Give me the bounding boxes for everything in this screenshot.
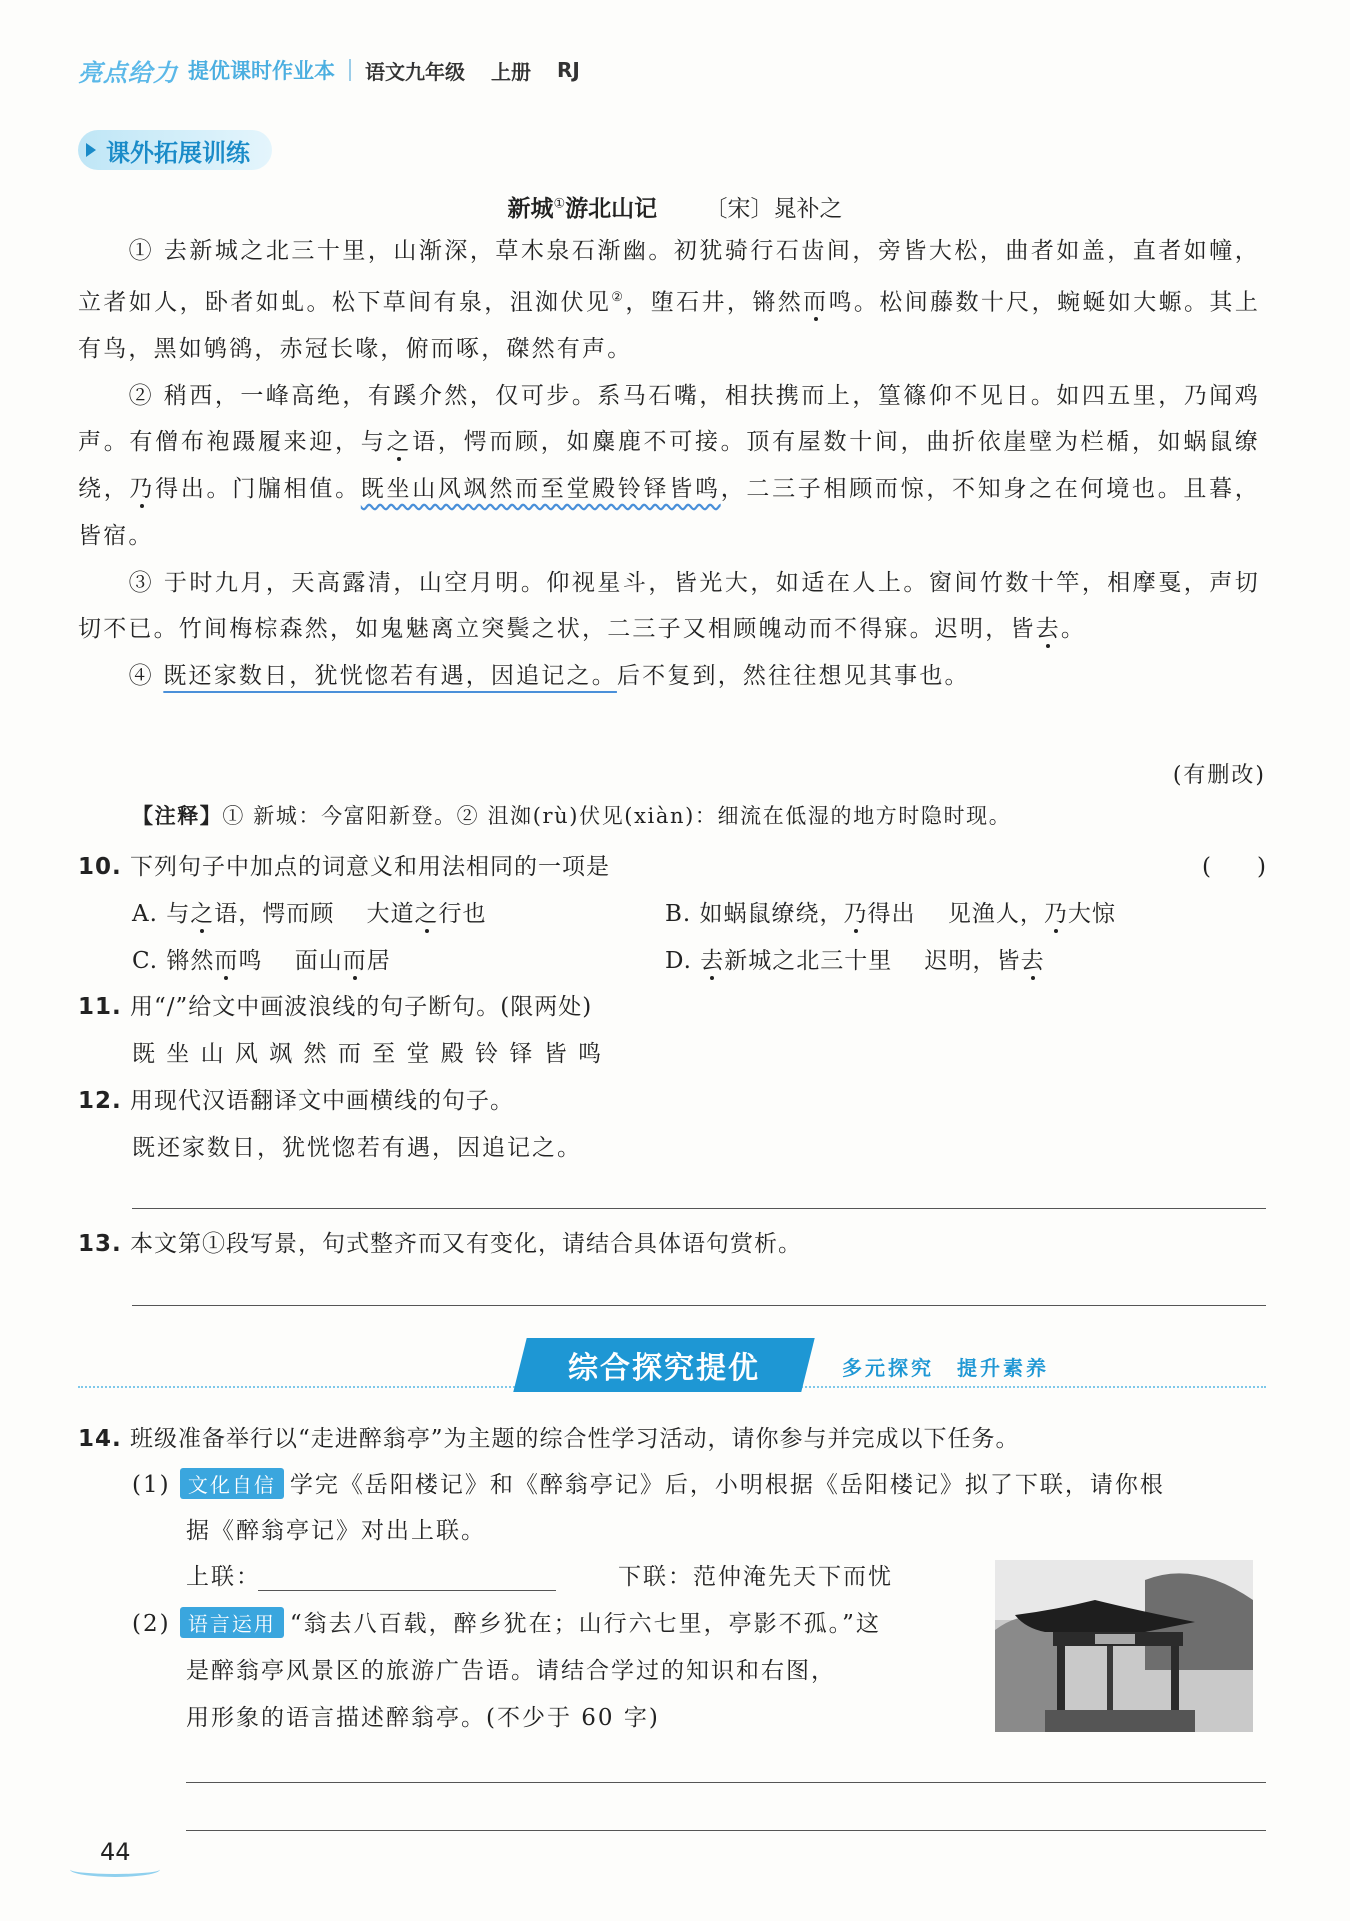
answer-bracket[interactable]: ( ) (1202, 854, 1266, 880)
q12-sentence: 既还家数日，犹恍惚若有遇，因追记之。 (132, 1135, 582, 1161)
q14-part-2-cont: 是醉翁亭风景区的旅游广告语。请结合学过的知识和右图， (186, 1658, 836, 1684)
dotted-char: 而 (803, 289, 829, 316)
banner-subtitle: 多元探究 提升素养 (842, 1356, 1049, 1380)
annotation-text: ① 新城：今富阳新登。② 沮洳(rù)伏见(xiàn)：细流在低湿的地方时隐时现。 (222, 804, 1012, 828)
section-tag (78, 130, 272, 170)
banner-title: 综合探究提优 (568, 1351, 760, 1386)
dotted-char: 乃 (129, 476, 156, 503)
header-divider (349, 59, 351, 81)
answer-line[interactable] (186, 1782, 1266, 1783)
q14-part-1-cont: 据《醉翁亭记》对出上联。 (186, 1518, 486, 1544)
q14-part-2: (2) 语言运用 “翁去八百载，醉乡犹在；山行六七里，亭影不孤。”这 (132, 1605, 881, 1638)
option-b[interactable]: B. 如蜗鼠缭绕，乃得出 见渔人，乃大惊 (665, 901, 1116, 927)
section-tag-label: 课外拓展训练 (106, 138, 250, 167)
underlined-sentence: 既还家数日，犹恍惚若有遇，因追记之。 (163, 662, 617, 689)
volume-label: 上册 (491, 59, 531, 84)
passage-body (78, 228, 1260, 700)
upper-couplet-label: 上联： (186, 1564, 261, 1590)
paragraph-4: ④ 既还家数日，犹恍惚若有遇，因追记之。后不复到，然往往想见其事也。 (128, 662, 970, 689)
question-10: 10. 下列句子中加点的词意义和用法相同的一项是 (78, 854, 610, 880)
pavilion-photo (995, 1560, 1253, 1732)
edition-label: RJ (557, 58, 580, 82)
subject-label: 语文九年级 (365, 59, 465, 84)
source-note: (有删改) (1172, 763, 1266, 788)
title-text-rest: 游北山记 (565, 196, 658, 222)
answer-line[interactable] (186, 1830, 1266, 1831)
tag-cultural-confidence: 文化自信 (180, 1468, 284, 1499)
q14-part-2-cont2: 用形象的语言描述醉翁亭。(不少于 60 字) (186, 1705, 660, 1731)
dotted-char: 之 (386, 429, 413, 456)
wavy-underlined-sentence: 既坐山风飒然而至堂殿铃铎皆鸣 (360, 476, 721, 503)
passage-title (0, 190, 1350, 223)
page-number: 44 (100, 1838, 131, 1866)
paragraph-3: ③ 于时九月，天高露清，山空月明。仰视星斗，皆光大，如适在人上。窗间竹数十竿，相摩戛，声切切不已。竹间梅棕森然，如鬼魅离立突鬓之状，二三子又相顾魄动而不得寐。迟明，皆去。 (78, 569, 1260, 643)
answer-line[interactable] (132, 1305, 1266, 1306)
option-c[interactable]: C. 锵然而鸣 面山而居 (132, 948, 391, 974)
question-11: 11. 用“/”给文中画波浪线的句子断句。(限两处) (78, 994, 593, 1020)
annotation (132, 800, 1011, 830)
brand-logo: 亮点给力 (78, 58, 178, 87)
passage-author: 〔宋〕晁补之 (704, 196, 843, 222)
title-footnote-mark: ① (553, 196, 566, 212)
page-number-swoosh (70, 1862, 160, 1877)
q11-sentence: 既 坐 山 风 飒 然 而 至 堂 殿 铃 铎 皆 鸣 (132, 1041, 604, 1067)
question-13: 13. 本文第①段写景，句式整齐而又有变化，请结合具体语句赏析。 (78, 1231, 802, 1257)
option-d[interactable]: D. 去新城之北三十里 迟明，皆去 (665, 948, 1045, 974)
tag-language-use: 语言运用 (180, 1607, 284, 1638)
paragraph-1: ① 去新城之北三十里，山渐深，草木泉石渐幽。初犹骑行石齿间，旁皆大松，曲者如盖，直者如幢，立者如人，卧者如虬。松下草间有泉，沮洳伏见②，堕石井，锵然而鸣。松间藤数十尺，蜿蜒如大螈。其上有鸟，黑如鸲鹆，赤冠长喙，俯而啄，磔然有声。 (78, 238, 1261, 363)
dotted-char: 去 (1035, 616, 1061, 643)
series-name: 提优课时作业本 (188, 59, 335, 83)
arrow-icon (86, 143, 96, 157)
lower-couplet: 下联：范仲淹先天下而忧 (618, 1564, 893, 1590)
option-a[interactable]: A. 与之语，愕而顾 大道之行也 (132, 901, 487, 927)
section-banner (513, 1338, 814, 1392)
upper-couplet-input[interactable] (258, 1590, 556, 1591)
answer-line[interactable] (132, 1208, 1266, 1209)
paragraph-2: ② 稍西，一峰高绝，有蹊介然，仅可步。系马石嘴，相扶携而上，篁篠仰不见日。如四五里，乃闻鸡声。有僧布袍蹑履来迎，与之语，愕而顾，如麋鹿不可接。顶有屋数十间，曲折依崖壁为栏楯，如蜗鼠缭绕，乃得出。门牖相值。既坐山风飒然而至堂殿铃铎皆鸣，二三子相顾而惊，不知身之在何境也。且暮，皆宿。 (78, 382, 1261, 549)
question-14: 14. 班级准备举行以“走进醉翁亭”为主题的综合性学习活动，请你参与并完成以下任务。 (78, 1426, 1020, 1452)
question-12: 12. 用现代汉语翻译文中画横线的句子。 (78, 1088, 514, 1114)
page-header (78, 48, 606, 92)
title-text: 新城 (507, 196, 554, 222)
annotation-label: 【注释】 (132, 804, 223, 828)
q14-part-1: (1) 文化自信 学完《岳阳楼记》和《醉翁亭记》后，小明根据《岳阳楼记》拟了下联，请你根 (132, 1466, 1165, 1499)
